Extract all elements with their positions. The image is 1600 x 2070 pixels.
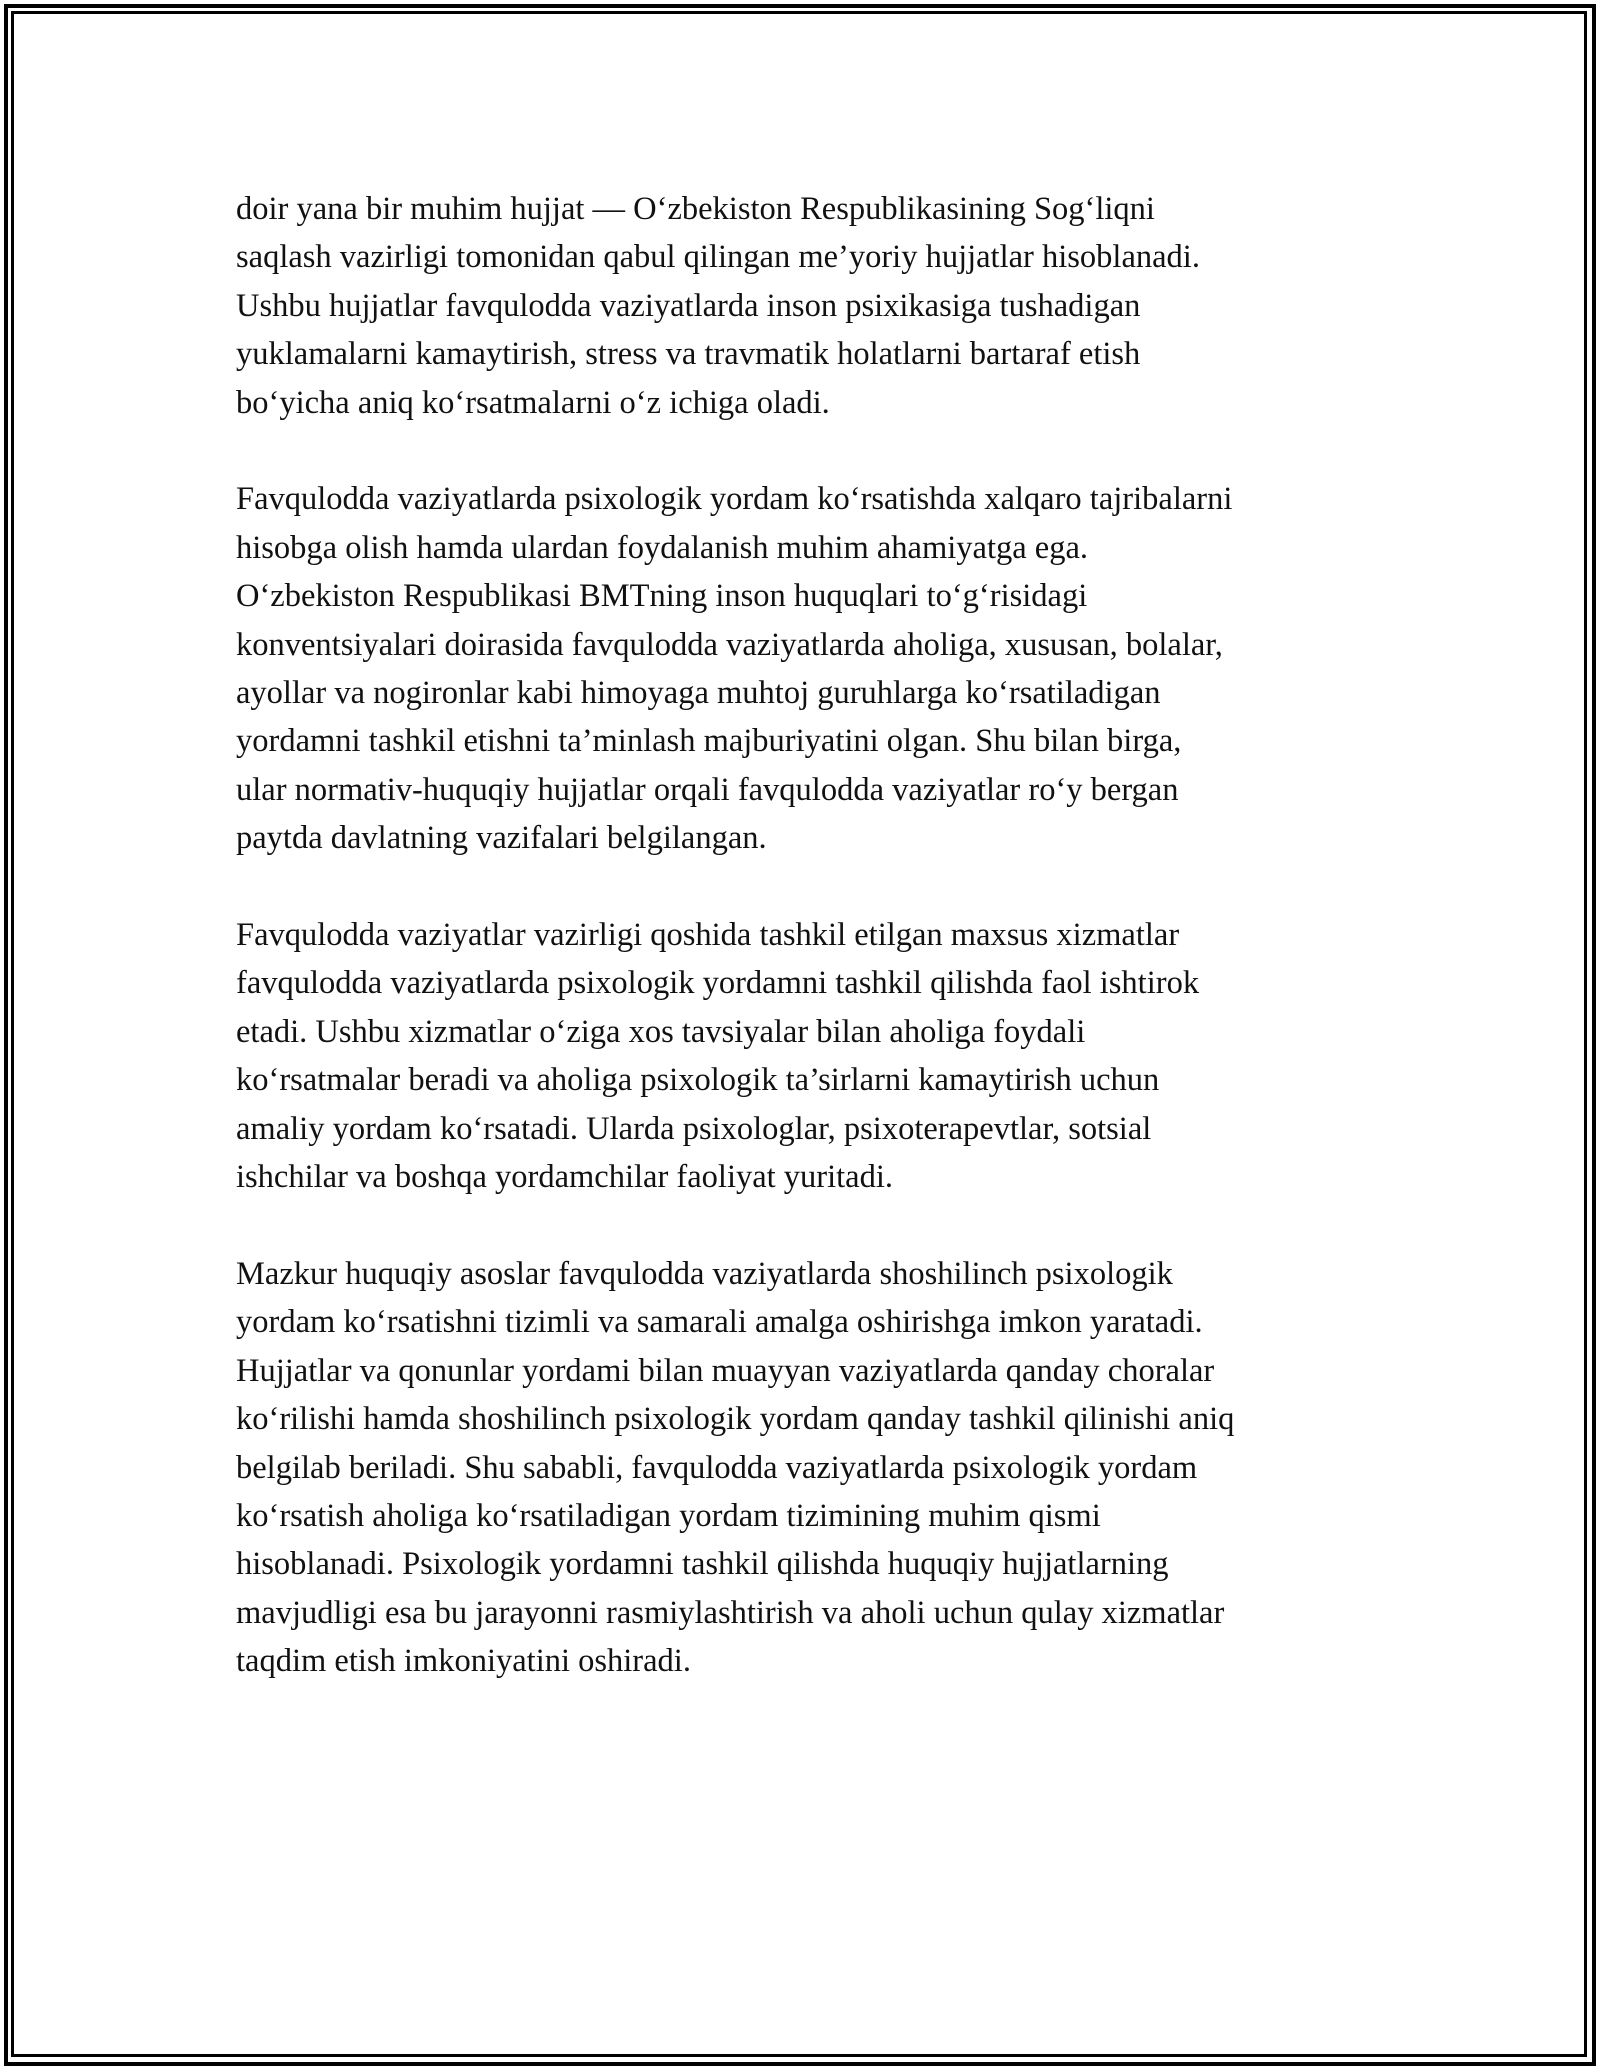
text-line: hisoblanadi. Psixologik yordamni tashkil qilishda huquqiy hujjatlarning — [236, 1546, 1169, 1583]
text-line: ayollar va nogironlar kabi himoyaga muhtoj guruhlarga ko‘rsatiladigan — [236, 675, 1161, 712]
text-line: taqdim etish imkoniyatini oshiradi. — [236, 1643, 691, 1680]
text-line: ishchilar va boshqa yordamchilar faoliyat yuritadi. — [236, 1159, 894, 1196]
text-line: doir yana bir muhim hujjat — O‘zbekiston Respublikasining Sog‘liqni — [236, 191, 1155, 227]
paragraph — [236, 911, 1376, 1201]
paragraph — [236, 475, 1376, 862]
text-line: hisobga olish hamda ulardan foydalanish muhim ahamiyatga ega. — [236, 529, 1088, 566]
text-line: paytda davlatning vazifalari belgilangan. — [236, 820, 767, 857]
text-line: yordam ko‘rsatishni tizimli va samarali amalga oshirishga imkon yaratadi. — [236, 1304, 1203, 1341]
text-line: Hujjatlar va qonunlar yordami bilan muayyan vaziyatlarda qanday choralar — [236, 1352, 1215, 1389]
text-line: konventsiyalari doirasida favqulodda vaziyatlarda aholiga, xususan, bolalar, — [236, 626, 1223, 663]
text-line: ko‘rilishi hamda shoshilinch psixologik yordam qanday tashkil qilinishi aniq — [236, 1401, 1235, 1438]
text-line: yordamni tashkil etishni ta’minlash majburiyatini olgan. Shu bilan birga, — [236, 723, 1182, 760]
text-line: Favqulodda vaziyatlarda psixologik yordam ko‘rsatishda xalqaro tajribalarni — [236, 481, 1233, 518]
text-line: ko‘rsatmalar beradi va aholiga psixologik ta’sirlarni kamaytirish uchun — [236, 1062, 1160, 1099]
text-line: saqlash vazirligi tomonidan qabul qilingan me’yoriy hujjatlar hisoblanadi. — [236, 239, 1200, 276]
paragraph — [236, 1250, 1376, 1686]
text-line: Mazkur huquqiy asoslar favqulodda vaziyatlarda shoshilinch psixologik — [236, 1255, 1173, 1292]
text-line: belgilab beriladi. Shu sababli, favqulodda vaziyatlarda psixologik yordam — [236, 1449, 1198, 1486]
text-line: etadi. Ushbu xizmatlar o‘ziga xos tavsiyalar bilan aholiga foydali — [236, 1013, 1086, 1050]
text-line: Favqulodda vaziyatlar vazirligi qoshida tashkil etilgan maxsus xizmatlar — [236, 917, 1180, 954]
text-line: mavjudligi esa bu jarayonni rasmiylashtirish va aholi uchun qulay xizmatlar — [236, 1594, 1225, 1631]
paragraph — [236, 185, 1376, 427]
text-line: bo‘yicha aniq ko‘rsatmalarni o‘z ichiga oladi. — [236, 384, 830, 421]
text-line: O‘zbekiston Respublikasi BMTning inson huquqlari to‘g‘risidagi — [236, 578, 1088, 615]
text-line: ular normativ-huquqiy hujjatlar orqali favqulodda vaziyatlar ro‘y bergan — [236, 771, 1179, 808]
text-line: Ushbu hujjatlar favqulodda vaziyatlarda inson psixikasiga tushadigan — [236, 287, 1141, 324]
text-line: yuklamalarni kamaytirish, stress va travmatik holatlarni bartaraf etish — [236, 336, 1141, 373]
document-body — [236, 185, 1376, 1686]
text-line: favqulodda vaziyatlarda psixologik yordamni tashkil qilishda faol ishtirok — [236, 965, 1200, 1002]
text-line: ko‘rsatish aholiga ko‘rsatiladigan yordam tizimining muhim qismi — [236, 1497, 1101, 1534]
text-line: amaliy yordam ko‘rsatadi. Ularda psixologlar, psixoterapevtlar, sotsial — [236, 1110, 1152, 1147]
